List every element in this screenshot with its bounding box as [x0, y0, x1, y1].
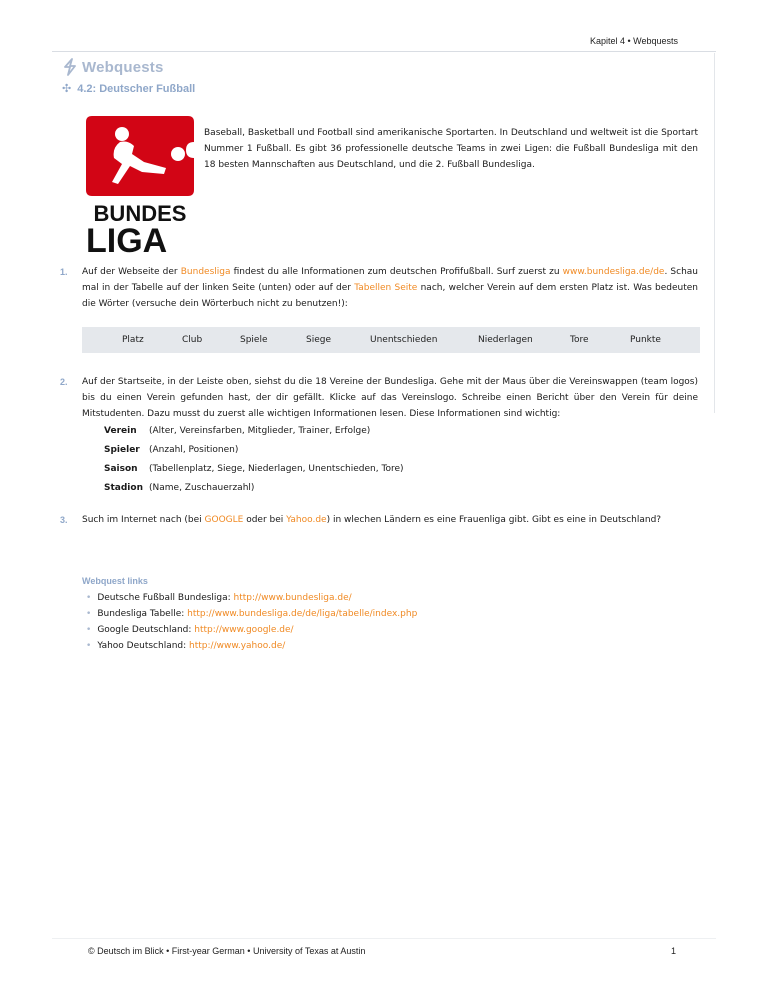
list-item — [86, 609, 417, 619]
bullet-icon: • — [86, 609, 92, 619]
task-2-number: 2. — [60, 377, 68, 387]
side-divider — [714, 53, 715, 413]
intro-paragraph: Baseball, Basketball und Football sind amerikanische Sportarten. In Deutschland und weltweit ist die Sportart Nummer 1 Fußball. Es gibt 36 professionelle deutsche Teams in zwei Ligen: die Fußball Bundesliga mit den 18 besten Mannschaften aus Deutschland, und die 2. Fußball Bundesliga. — [204, 128, 698, 170]
list-item — [86, 625, 294, 635]
logo-line1: BUNDES — [93, 201, 187, 226]
footer-text: © Deutsch im Blick • First-year German • University of Texas at Austin — [88, 946, 366, 956]
bullet-icon: • — [86, 641, 92, 651]
link-label: Bundesliga Tabelle: — [97, 609, 188, 619]
bullet-icon: • — [86, 593, 92, 603]
table-header-cell: Platz — [122, 335, 144, 345]
section-title: 4.2: Deutscher Fußball — [77, 82, 196, 95]
page-header: Kapitel 4 • Webquests — [589, 36, 678, 46]
task-2-text: Auf der Startseite, in der Leiste oben, siehst du die 18 Vereine der Bundesliga. Gehe mit der Maus über die Vereinswappen (team logos) bis du einen Verein gefunden hast, der dir gefällt. Klicke auf das Vereinslogo. Schreibe einen Bericht über den Verein für deine Mitstudenten. Dazu musst du zuerst alle wichtigen Informationen lesen. Diese Informationen sind wichtig: — [82, 377, 698, 419]
bundesliga-logo — [82, 114, 198, 256]
google-link[interactable]: GOOGLE — [204, 515, 244, 525]
table-header-cell: Club — [182, 335, 203, 345]
task-3-text: ) in wlechen Ländern es eine Frauenliga gibt. Gibt es eine in Deutschland? — [326, 515, 662, 525]
table-header-cell: Niederlagen — [478, 335, 533, 345]
info-desc: (Tabellenplatz, Siege, Niederlagen, Unentschieden, Tore) — [149, 464, 404, 474]
table-header-cell: Siege — [306, 335, 332, 345]
link-label: Yahoo Deutschland: — [97, 641, 190, 651]
logo-line2: LIGA — [86, 222, 168, 256]
link-url[interactable]: http://www.bundesliga.de/de/liga/tabelle/index.php — [187, 609, 418, 619]
table-header-cell: Unentschieden — [370, 335, 438, 345]
bundesliga-link[interactable]: Bundesliga — [180, 267, 231, 277]
task-1 — [60, 264, 698, 312]
lightning-icon — [62, 58, 78, 76]
brand-label: Webquests — [82, 58, 164, 76]
four-point-star-icon: ✣ — [62, 82, 72, 95]
link-url[interactable]: http://www.bundesliga.de/ — [233, 593, 352, 603]
list-item — [86, 641, 285, 651]
task-3 — [60, 512, 698, 528]
page-number: 1 — [670, 946, 676, 956]
link-url[interactable]: http://www.google.de/ — [194, 625, 294, 635]
task-1-number: 1. — [60, 267, 68, 277]
links-heading: Webquest links — [82, 576, 148, 586]
task-1-text: Auf der Webseite der — [82, 267, 181, 277]
task-3-text: Such im Internet nach (bei — [82, 515, 205, 525]
tabellen-seite-link[interactable]: Tabellen Seite — [354, 283, 418, 293]
info-desc: (Alter, Vereinsfarben, Mitglieder, Trainer, Erfolge) — [149, 426, 371, 436]
info-term: Spieler — [104, 445, 140, 455]
link-url[interactable]: http://www.yahoo.de/ — [189, 641, 286, 651]
table-header-cell: Tore — [570, 335, 589, 345]
info-desc: (Anzahl, Positionen) — [149, 445, 239, 455]
footer-divider — [52, 938, 716, 939]
info-term: Stadion — [104, 483, 143, 493]
task-2 — [60, 374, 698, 422]
info-desc: (Name, Zuschauerzahl) — [149, 483, 255, 493]
yahoo-link[interactable]: Yahoo.de — [286, 515, 327, 525]
list-item — [86, 593, 352, 603]
task-3-text: oder bei — [243, 515, 287, 525]
section-heading — [62, 82, 195, 95]
standings-table-header — [82, 327, 700, 353]
task-1-text: nach, welcher Verein auf dem ersten Platz ist. Was bedeuten die Wörter (versuche dein Wörterbuch nicht zu benutzen!): — [82, 283, 698, 309]
task-1-text: findest du alle Informationen zum deutschen Profifußball. Surf zuerst zu — [230, 267, 563, 277]
bundesliga-url-link[interactable]: www.bundesliga.de/de — [562, 267, 665, 277]
task-1-text: . Schau mal in der Tabelle auf der linken Seite (unten) oder auf der — [82, 267, 698, 293]
link-label: Google Deutschland: — [97, 625, 195, 635]
link-label: Deutsche Fußball Bundesliga: — [97, 593, 234, 603]
info-term: Saison — [104, 464, 138, 474]
webquests-brand — [62, 57, 164, 77]
table-header-cell: Spiele — [240, 335, 268, 345]
table-header-cell: Punkte — [630, 335, 661, 345]
header-divider — [52, 51, 716, 52]
task-3-number: 3. — [60, 515, 68, 525]
bullet-icon: • — [86, 625, 92, 635]
info-term: Verein — [104, 426, 137, 436]
